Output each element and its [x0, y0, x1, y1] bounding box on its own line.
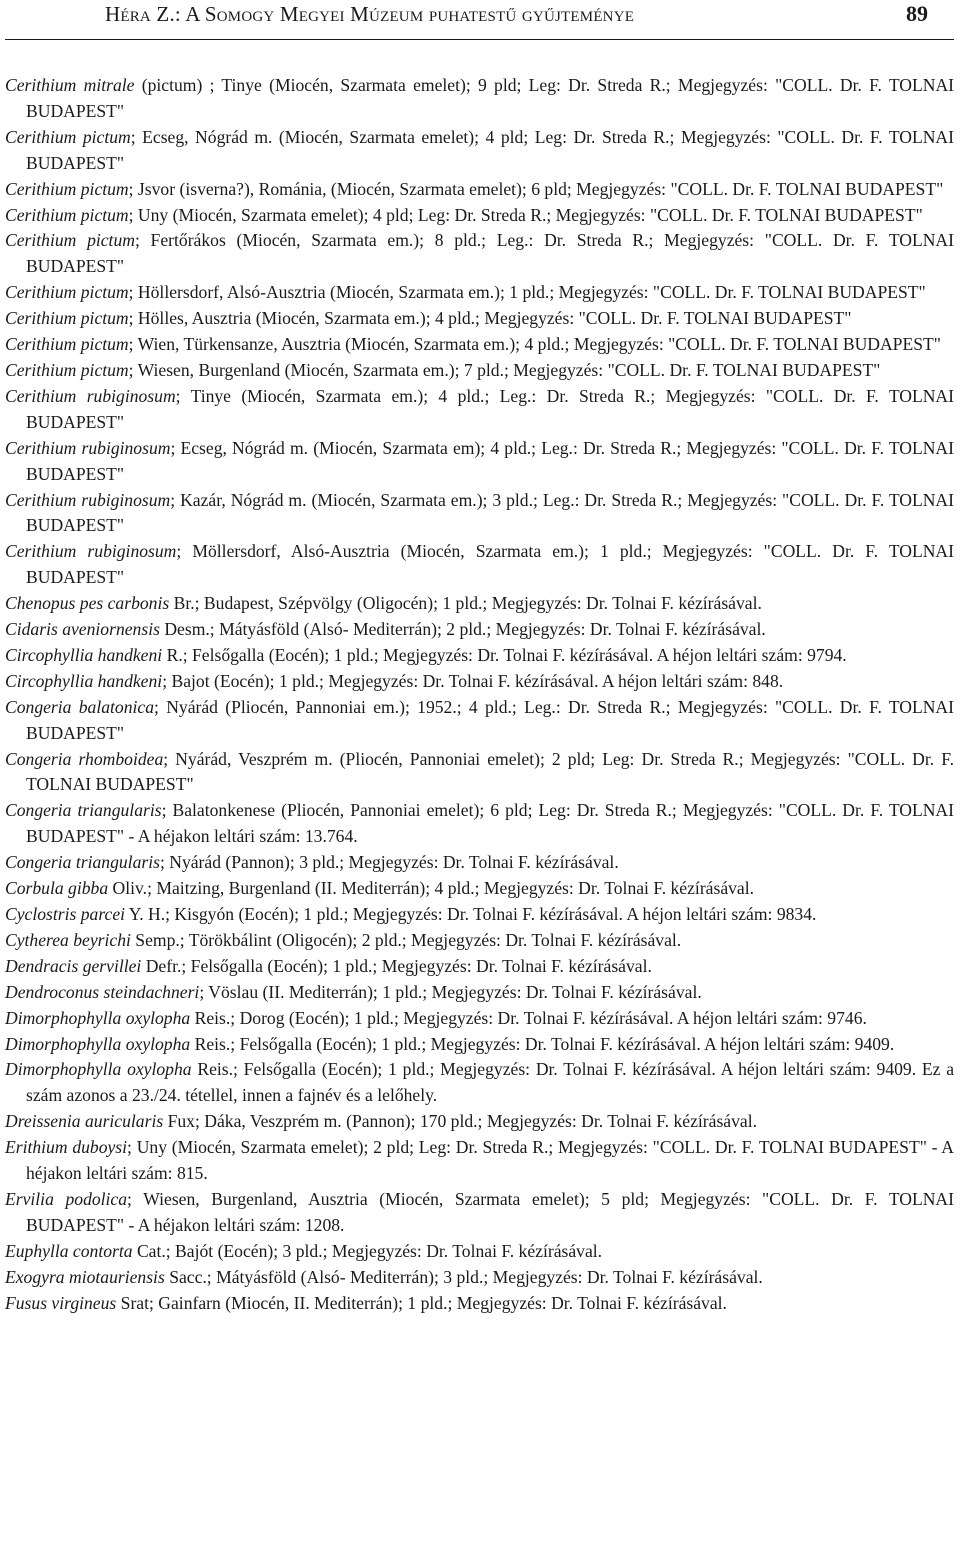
- entry-details: Reis.; Felsőgalla (Eocén); 1 pld.; Megjegyzés: Dr. Tolnai F. kézírásával. A héjon leltári szám: 9409. Ez a szám azonos a 23./24. tétellel, innen a fajnév és a lelőhely.: [26, 1059, 955, 1106]
- taxon-name: Congeria rhomboidea: [5, 748, 164, 769]
- taxon-name: Cyclostris parcei: [5, 904, 126, 924]
- taxon-name: Dimorphophylla oxylopha: [5, 1033, 191, 1054]
- catalogue-entry: [5, 73, 954, 125]
- catalogue-entry: [5, 306, 954, 332]
- taxon-name: Dendracis gervillei: [5, 955, 142, 976]
- taxon-name: Exogyra miotauriensis: [5, 1266, 165, 1287]
- entry-details: ; Wien, Türkensanze, Ausztria (Miocén, Szarmata em.); 4 pld.; Megjegyzés: "COLL. Dr. F. TOLNAI BUDAPEST": [128, 334, 941, 355]
- page-header: [5, 0, 954, 40]
- entry-details: ; Uny (Miocén, Szarmata emelet); 2 pld; Leg: Dr. Streda R.; Megjegyzés: "COLL. Dr. F. TOLNAI BUDAPEST" - A héjakon leltári szám: 815.: [26, 1137, 954, 1184]
- catalogue-entry: [5, 669, 954, 695]
- entry-details: Srat; Gainfarn (Miocén, II. Mediterrán); 1 pld.; Megjegyzés: Dr. Tolnai F. kézírásával.: [116, 1292, 727, 1313]
- catalogue-entry: [5, 436, 954, 488]
- catalogue-entry: [5, 384, 954, 436]
- entry-details: ; Vöslau (II. Mediterrán); 1 pld.; Megjegyzés: Dr. Tolnai F. kézírásával.: [199, 981, 702, 1002]
- catalogue-entry: [5, 980, 954, 1006]
- taxon-name: Cerithium pictum: [5, 178, 129, 199]
- taxon-name: Cidaris aveniornensis: [5, 619, 160, 640]
- entry-details: Sacc.; Mátyásföld (Alsó- Mediterrán); 3 pld.; Megjegyzés: Dr. Tolnai F. kézírásával.: [164, 1266, 763, 1287]
- entry-details: (pictum) ; Tinye (Miocén, Szarmata emelet); 9 pld; Leg: Dr. Streda R.; Megjegyzés: "COLL. Dr. F. TOLNAI BUDAPEST": [26, 75, 955, 121]
- catalogue-entry: [5, 798, 954, 850]
- entry-details: Y. H.; Kisgyón (Eocén); 1 pld.; Megjegyzés: Dr. Tolnai F. kézírásával. A héjon leltári szám: 9834.: [125, 904, 817, 924]
- catalogue-entry: [5, 488, 954, 540]
- taxon-name: Cerithium pictum: [5, 126, 131, 147]
- entry-details: Cat.; Bajót (Eocén); 3 pld.; Megjegyzés: Dr. Tolnai F. kézírásával.: [132, 1240, 603, 1261]
- catalogue-entry: [5, 876, 954, 902]
- catalogue-entry: [5, 177, 954, 203]
- catalogue-entry: [5, 1032, 954, 1058]
- catalogue-entry: [5, 280, 954, 306]
- entry-details: Fux; Dáka, Veszprém m. (Pannon); 170 pld.; Megjegyzés: Dr. Tolnai F. kézírásával.: [163, 1111, 757, 1132]
- taxon-name: Cerithium rubiginosum: [5, 385, 176, 406]
- catalogue-entry: [5, 902, 954, 928]
- catalogue-entry: [5, 358, 954, 384]
- entry-details: ; Höllersdorf, Alsó-Ausztria (Miocén, Szarmata em.); 1 pld.; Megjegyzés: "COLL. Dr. F. TOLNAI BUDAPEST": [128, 282, 926, 303]
- entry-details: ; Wiesen, Burgenland, Ausztria (Miocén, Szarmata emelet); 5 pld; Megjegyzés: "COLL. Dr. F. TOLNAI BUDAPEST" - A héjakon leltári szám: 1208.: [26, 1188, 954, 1235]
- taxon-name: Cerithium pictum: [5, 359, 129, 380]
- taxon-name: Ervilia podolica: [5, 1188, 128, 1209]
- catalogue-entry: [5, 747, 954, 799]
- entry-details: ; Ecseg, Nógrád m. (Miocén, Szarmata emelet); 4 pld; Leg: Dr. Streda R.; Megjegyzés: "COLL. Dr. F. TOLNAI BUDAPEST": [26, 126, 954, 173]
- catalogue-entry: [5, 203, 954, 229]
- entry-details: ; Jsvor (isverna?), Románia, (Miocén, Szarmata emelet); 6 pld; Megjegyzés: "COLL. Dr. F. TOLNAI BUDAPEST": [128, 178, 944, 199]
- entry-details: Semp.; Törökbálint (Oligocén); 2 pld.; Megjegyzés: Dr. Tolnai F. kézírásával.: [130, 929, 682, 950]
- entry-details: Reis.; Felsőgalla (Eocén); 1 pld.; Megjegyzés: Dr. Tolnai F. kézírásával. A héjon leltári szám: 9409.: [190, 1033, 895, 1054]
- catalogue-entry: [5, 1239, 954, 1265]
- catalogue-entry: [5, 695, 954, 747]
- entry-details: ; Fertőrákos (Miocén, Szarmata em.); 8 pld.; Leg.: Dr. Streda R.; Megjegyzés: "COLL. Dr. F. TOLNAI BUDAPEST": [26, 230, 955, 277]
- taxon-name: Cerithium pictum: [5, 204, 129, 225]
- taxon-name: Cerithium rubiginosum: [5, 489, 171, 510]
- taxon-name: Cerithium pictum: [5, 230, 135, 251]
- taxon-name: Dreissenia auricularis: [5, 1111, 164, 1132]
- taxon-name: Dimorphophylla oxylopha: [5, 1007, 191, 1028]
- catalogue-entry: [5, 1265, 954, 1291]
- catalogue-entry: [5, 125, 954, 177]
- taxon-name: Erithium duboysi: [5, 1137, 128, 1158]
- entry-details: Br.; Budapest, Szépvölgy (Oligocén); 1 pld.; Megjegyzés: Dr. Tolnai F. kézírásával.: [169, 593, 762, 614]
- taxon-name: Fusus virgineus: [5, 1292, 117, 1313]
- entry-details: Defr.; Felsőgalla (Eocén); 1 pld.; Megjegyzés: Dr. Tolnai F. kézírásával.: [141, 955, 652, 976]
- entry-details: ; Tinye (Miocén, Szarmata em.); 4 pld.; Leg.: Dr. Streda R.; Megjegyzés: "COLL. Dr. F. TOLNAI BUDAPEST": [26, 385, 954, 432]
- taxon-name: Circophyllia handkeni: [5, 670, 163, 691]
- catalogue-entry: [5, 1187, 954, 1239]
- taxon-name: Chenopus pes carbonis: [5, 593, 170, 614]
- taxon-name: Circophyllia handkeni: [5, 644, 163, 665]
- entry-details: ; Wiesen, Burgenland (Miocén, Szarmata em.); 7 pld.; Megjegyzés: "COLL. Dr. F. TOLNAI BUDAPEST": [128, 359, 881, 380]
- taxon-name: Congeria triangularis: [5, 852, 160, 873]
- taxon-name: Cerithium pictum: [5, 308, 129, 329]
- catalogue-entry: [5, 954, 954, 980]
- catalogue-entry: [5, 332, 954, 358]
- entry-details: ; Balatonkenese (Pliocén, Pannoniai emelet); 6 pld; Leg: Dr. Streda R.; Megjegyzés: "COLL. Dr. F. TOLNAI BUDAPEST" - A héjakon leltári szám: 13.764.: [26, 800, 954, 847]
- catalogue-entry: [5, 617, 954, 643]
- entry-details: ; Kazár, Nógrád m. (Miocén, Szarmata em.); 3 pld.; Leg.: Dr. Streda R.; Megjegyzés: "COLL. Dr. F. TOLNAI BUDAPEST": [26, 489, 954, 536]
- taxon-name: Cerithium rubiginosum: [5, 541, 177, 562]
- taxon-name: Dendroconus steindachneri: [5, 981, 200, 1002]
- taxon-name: Corbula gibba: [5, 878, 109, 899]
- taxon-name: Euphylla contorta: [5, 1240, 133, 1261]
- entry-details: R.; Felsőgalla (Eocén); 1 pld.; Megjegyzés: Dr. Tolnai F. kézírásával. A héjon leltári szám: 9794.: [162, 644, 847, 665]
- taxon-name: Cerithium mitrale: [5, 75, 135, 95]
- taxon-name: Congeria triangularis: [5, 800, 162, 821]
- catalogue-entries: [5, 73, 954, 1317]
- catalogue-entry: [5, 1109, 954, 1135]
- entry-details: ; Nyárád (Pannon); 3 pld.; Megjegyzés: Dr. Tolnai F. kézírásával.: [159, 852, 619, 873]
- entry-details: ; Uny (Miocén, Szarmata emelet); 4 pld; Leg: Dr. Streda R.; Megjegyzés: "COLL. Dr. F. TOLNAI BUDAPEST": [128, 204, 923, 225]
- entry-details: ; Hölles, Ausztria (Miocén, Szarmata em.); 4 pld.; Megjegyzés: "COLL. Dr. F. TOLNAI BUDAPEST": [128, 308, 852, 329]
- taxon-name: Cerithium pictum: [5, 334, 129, 355]
- catalogue-entry: [5, 928, 954, 954]
- catalogue-entry: [5, 228, 954, 280]
- running-title: Héra Z.: A Somogy Megyei Múzeum puhatestű gyűjteménye: [105, 2, 635, 26]
- entry-details: ; Nyárád (Pliocén, Pannoniai em.); 1952.; 4 pld.; Leg.: Dr. Streda R.; Megjegyzés: "COLL. Dr. F. TOLNAI BUDAPEST": [26, 696, 954, 743]
- entry-details: ; Bajot (Eocén); 1 pld.; Megjegyzés: Dr. Tolnai F. kézírásával. A héjon leltári szám: 848.: [162, 670, 784, 691]
- catalogue-entry: [5, 1006, 954, 1032]
- entry-details: Oliv.; Maitzing, Burgenland (II. Mediterrán); 4 pld.; Megjegyzés: Dr. Tolnai F. kézírásával.: [108, 878, 755, 899]
- catalogue-entry: [5, 643, 954, 669]
- taxon-name: Dimorphophylla oxylopha: [5, 1059, 192, 1080]
- catalogue-entry: [5, 850, 954, 876]
- page-number: 89: [906, 1, 928, 26]
- entry-details: Reis.; Dorog (Eocén); 1 pld.; Megjegyzés: Dr. Tolnai F. kézírásával. A héjon leltári szám: 9746.: [190, 1007, 867, 1028]
- catalogue-entry: [5, 1291, 954, 1317]
- catalogue-entry: [5, 1135, 954, 1187]
- taxon-name: Cerithium pictum: [5, 282, 129, 303]
- catalogue-entry: [5, 1057, 954, 1109]
- catalogue-entry: [5, 539, 954, 591]
- entry-details: Desm.; Mátyásföld (Alsó- Mediterrán); 2 pld.; Megjegyzés: Dr. Tolnai F. kézírásával.: [159, 619, 766, 640]
- entry-details: ; Möllersdorf, Alsó-Ausztria (Miocén, Szarmata em.); 1 pld.; Megjegyzés: "COLL. Dr. F. TOLNAI BUDAPEST": [26, 541, 954, 588]
- taxon-name: Cytherea beyrichi: [5, 929, 131, 950]
- entry-details: ; Ecseg, Nógrád m. (Miocén, Szarmata em); 4 pld.; Leg.: Dr. Streda R.; Megjegyzés: "COLL. Dr. F. TOLNAI BUDAPEST": [26, 437, 954, 484]
- entry-details: ; Nyárád, Veszprém m. (Pliocén, Pannoniai emelet); 2 pld; Leg: Dr. Streda R.; Megjegyzés: "COLL. Dr. F. TOLNAI BUDAPEST": [26, 748, 954, 795]
- taxon-name: Cerithium rubiginosum: [5, 437, 171, 458]
- catalogue-entry: [5, 591, 954, 617]
- taxon-name: Congeria balatonica: [5, 696, 155, 717]
